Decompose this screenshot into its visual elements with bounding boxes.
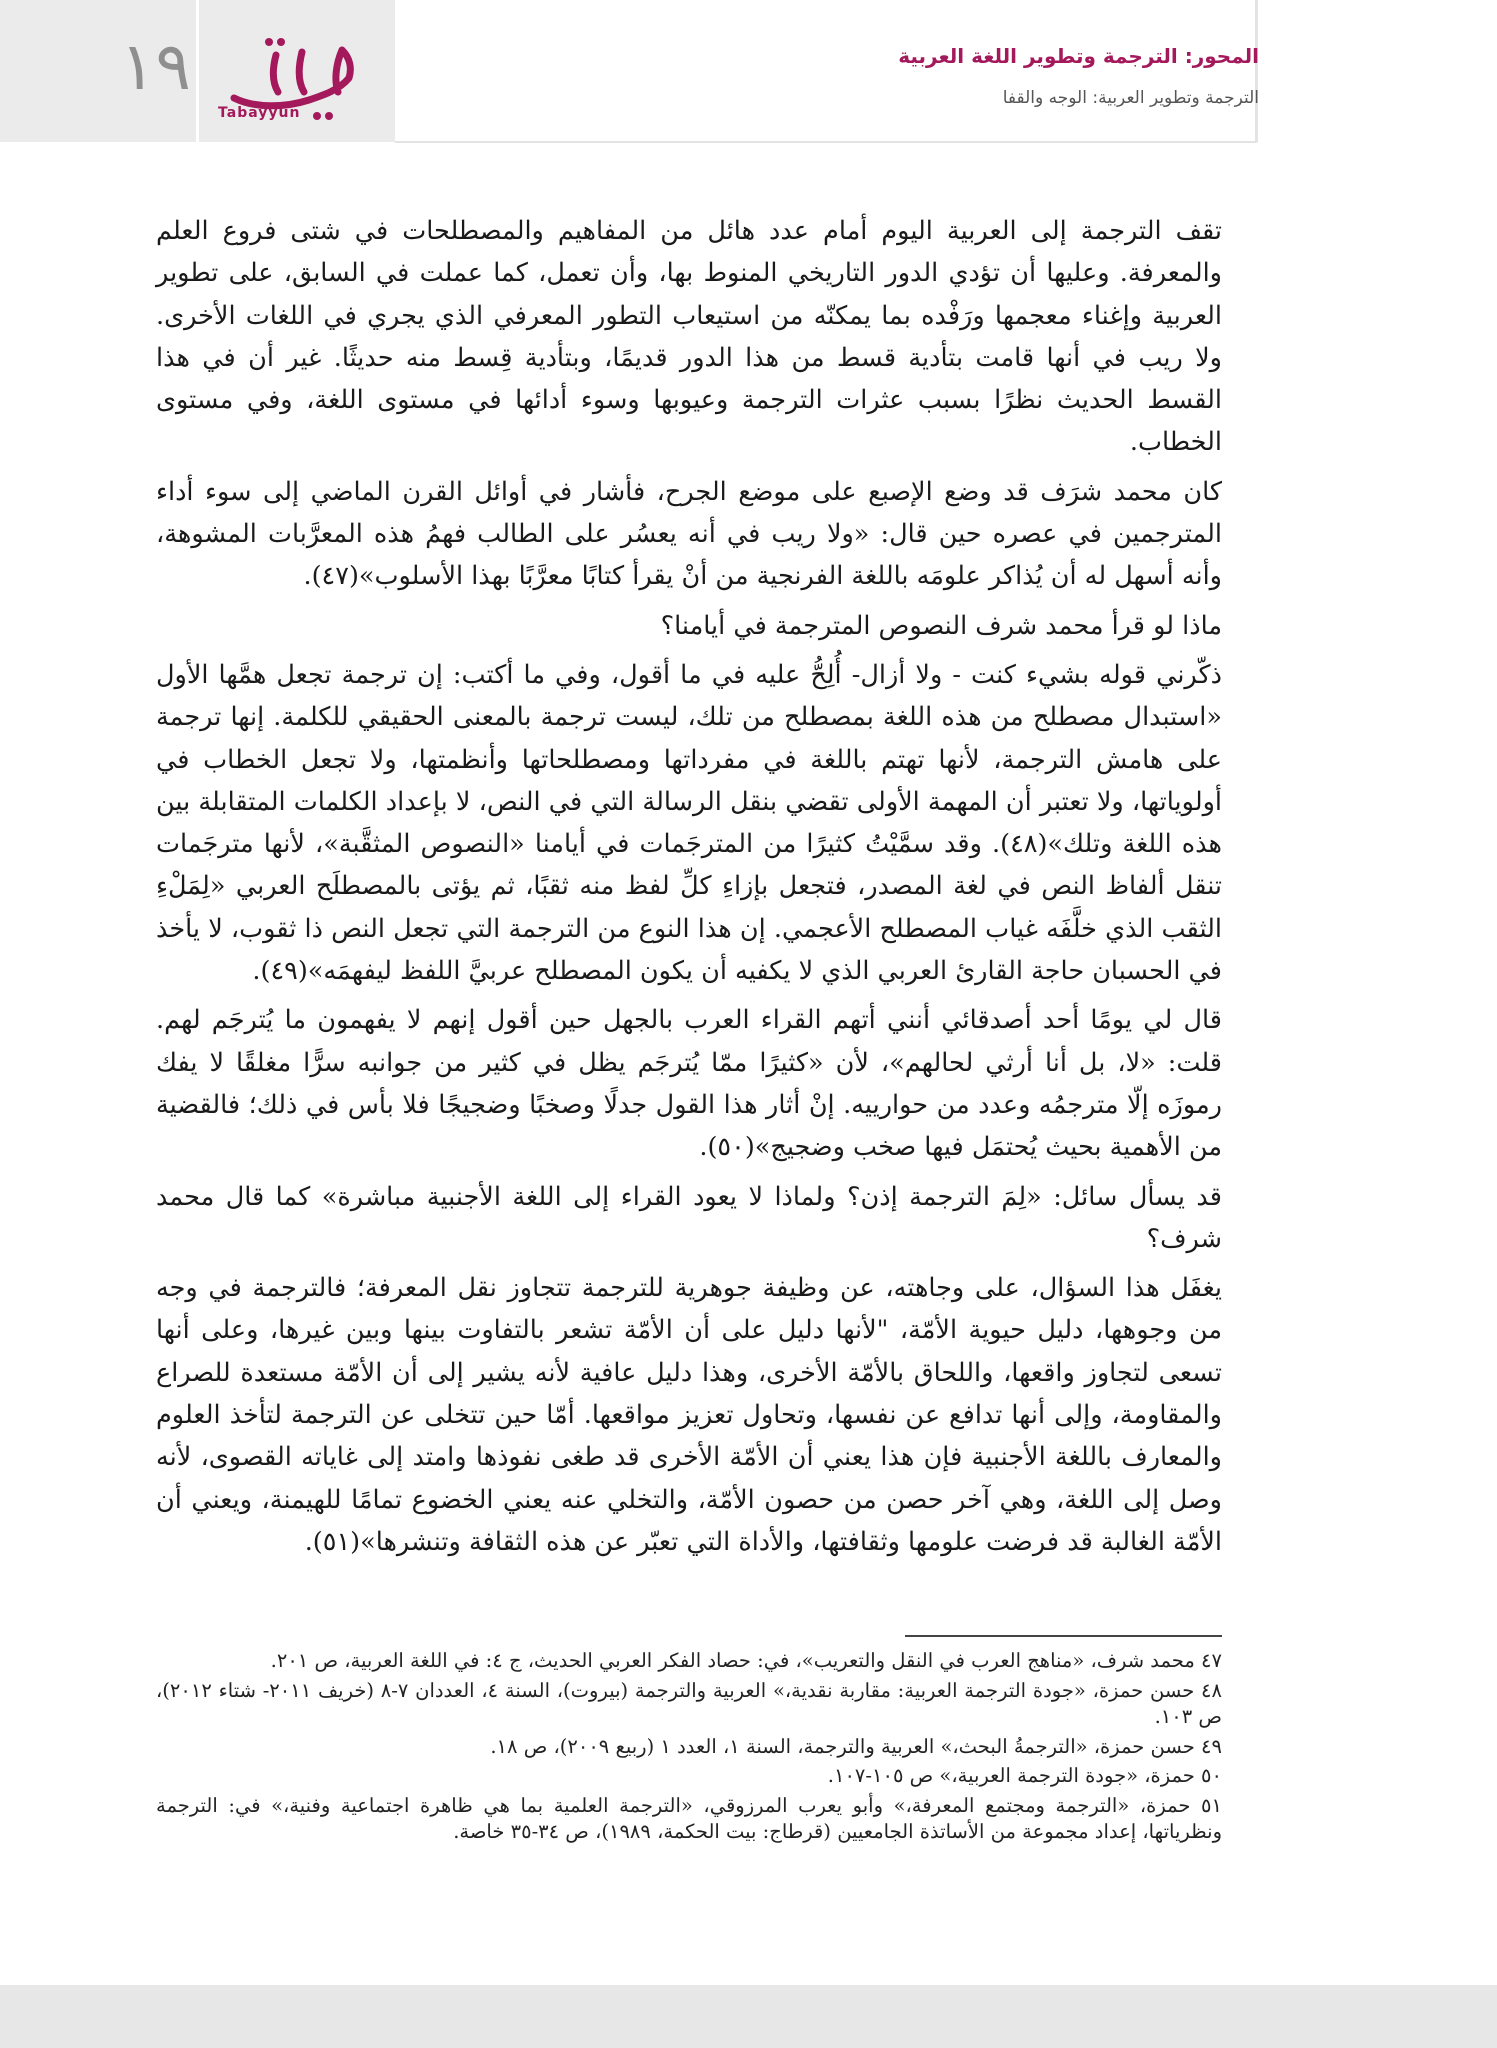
footnote: ٥١ حمزة، «الترجمة ومجتمع المعرفة،» وأبو يعرب المرزوقي، «الترجمة العلمية بما هي ظاهرة اجتماعية وفنية،» في: الترجمة ونظرياتها، إعداد مجموعة من الأساتذة الجامعيين (قرطاج: بيت الحكمة، ١٩٨٩)، ص ٣٤-٣٥ خاصة.: [156, 1793, 1222, 1843]
header-rule-vertical: [1255, 0, 1258, 142]
footnotes: [156, 1648, 1222, 1849]
header-right-panel: [395, 0, 1257, 142]
paragraph: ماذا لو قرأ محمد شرف النصوص المترجمة في أيامنا؟: [660, 610, 1222, 641]
footnote: ٤٨ حسن حمزة، «جودة الترجمة العربية: مقاربة نقدية،» العربية والترجمة (بيروت)، السنة ٤، العددان ٧-٨ (خريف ٢٠١١- شتاء ٢٠١٢)، ص ١٠٣.: [156, 1678, 1222, 1728]
logo-dot-2: [277, 38, 285, 46]
paragraph: قال لي يومًا أحد أصدقائي أنني أتهم القراء العرب بالجهل حين أقول إنهم لا يفهمون ما يُترجَم لهم. قلت: «لا، بل أنا أرثي لحالهم»، لأن «كثيرًا ممّا يُترجَم يظل في كثير من جوانبه سرًّا مغلقًا لا يفك رموزَه إلّا مترجمُه وعدد من حوارييه. إنْ أثار هذا القول جدلًا وصخبًا وضجيجًا فلا بأس في ذلك؛ فالقضية من الأهمية بحيث يُحتمَل فيها صخب وضجيج»(٥٠).: [156, 1005, 1222, 1163]
header-separator: [196, 0, 199, 142]
paragraph: ذكّرني قوله بشيء كنت - ولا أزال- أُلِحُّ عليه في ما أقول، وفي ما أكتب: إن ترجمة تجعل همَّها الأول «استبدال مصطلح من هذه اللغة بمصطلح من تلك، ليست ترجمة بالمعنى الحقيقي للكلمة. إنها ترجمة على هامش الترجمة، لأنها تهتم باللغة في مفرداتها ومصطلحاتها وأنظمتها، ولا تجعل الخطاب في أولوياتها، ولا تعتبر أن المهمة الأولى تقضي بنقل الرسالة التي في النص، لا بإعداد الكلمات المتقابلة بين هذه اللغة وتلك»(٤٨). وقد سمَّيْتُ كثيرًا من المترجَمات في أيامنا «النصوص المثقَّبة»، لأنها مترجَمات تنقل ألفاظ النص في لغة المصدر، فتجعل بإزاءِ كلِّ لفظ منه ثقبًا، ثم يؤتى بالمصطلَح العربي «لِمَلْءِ الثقب الذي خلَّفَه غياب المصطلح الأعجمي. إن هذا النوع من الترجمة التي تجعل النص ذا ثقوب، لا يأخذ في الحسبان حاجة القارئ العربي الذي لا يكفيه أن يكون المصطلح عربيَّ اللفظ ليفهمَه»(٤٩).: [156, 659, 1222, 987]
page-number: ١٩: [120, 28, 191, 105]
paragraph: يغفَل هذا السؤال، على وجاهته، عن وظيفة جوهرية للترجمة تتجاوز نقل المعرفة؛ فالترجمة في وجه من وجوهها، دليل حيوية الأمّة، "لأنها دليل على أن الأمّة تشعر بالتفاوت بينها وبين غيرها، وعلى أنها تسعى لتجاوز واقعها، واللحاق بالأمّة الأخرى، وهذا دليل عافية لأنه يشير إلى أن الأمّة مستعدة للصراع والمقاومة، وإلى أنها تدافع عن نفسها، وتحاول تعزيز مواقعها. أمّا حين تتخلى عن الترجمة لتأخذ العلوم والمعارف باللغة الأجنبية فإن هذا يعني أن الأمّة الأخرى قد طغى نفوذها وامتد إلى غاياته القصوى، لأنه وصل إلى اللغة، وهي آخر حصن من حصون الأمّة، والتخلي عنه يعني الخضوع تمامًا للهيمنة، ويعني أن الأمّة الغالبة قد فرضت علومها وثقافتها، والأداة التي تعبّر عن هذه الثقافة وتنشرها»(٥١).: [156, 1273, 1222, 1557]
footnote: ٤٧ محمد شرف، «مناهج العرب في النقل والتعريب»، في: حصاد الفكر العربي الحديث، ج ٤: في اللغة العربية، ص ٢٠١.: [270, 1649, 1222, 1672]
footnote-divider: [905, 1635, 1222, 1637]
footer-band: [0, 1985, 1497, 2048]
header-rule: [395, 141, 1257, 143]
article-label: الترجمة وتطوير العربية: الوجه والقفا: [1002, 88, 1259, 108]
paragraph: تقف الترجمة إلى العربية اليوم أمام عدد هائل من المفاهيم والمصطلحات في شتى فروع العلم والمعرفة. وعليها أن تؤدي الدور التاريخي المنوط بها، وأن تعمل، كما عملت في السابق، على تطوير العربية وإغناء معجمها ورَفْده بما يمكنّه من استيعاب التطور المعرفي الذي يجري في اللغات الأخرى. ولا ريب في أنها قامت بتأدية قسط من هذا الدور قديمًا، وبتأدية قِسط منه حديثًا. غير أن في هذا القسط الحديث نظرًا بسبب عثرات الترجمة وعيوبها وسوء أدائها في مستوى اللغة، وفي مستوى الخطاب.: [156, 216, 1222, 458]
article-body: [156, 210, 1222, 1570]
axis-label: المحور: الترجمة وتطوير اللغة العربية: [898, 44, 1259, 68]
logo-stroke-main: [234, 50, 350, 106]
logo-latin-text: Tabayyun: [218, 105, 301, 121]
footnote: ٤٩ حسن حمزة، «الترجمةُ البحث،» العربية والترجمة، السنة ١، العدد ١ (ربيع ٢٠٠٩)، ص ١٨.: [490, 1734, 1222, 1758]
paragraph: كان محمد شرَف قد وضع الإصبع على موضع الجرح، فأشار في أوائل القرن الماضي إلى سوء أداء المترجمين في عصره حين قال: «ولا ريب في أنه يعسُر على الطالب فهمُ هذه المعرَّبات المشوهة، وأنه أسهل له أن يُذاكر علومَه باللغة الفرنجية من أنْ يقرأ كتابًا معرَّبًا بهذا الأسلوب»(٤٧).: [156, 476, 1222, 592]
logo-dot-4: [325, 112, 333, 120]
logo-dot-1: [265, 38, 273, 46]
footnote: ٥٠ حمزة، «جودة الترجمة العربية،» ص ١٠٥-١٠٧.: [827, 1764, 1222, 1787]
paragraph: قد يسأل سائل: «لِمَ الترجمة إذن؟ ولماذا لا يعود القراء إلى اللغة الأجنبية مباشرة» كما قال محمد شرف؟: [156, 1181, 1222, 1254]
